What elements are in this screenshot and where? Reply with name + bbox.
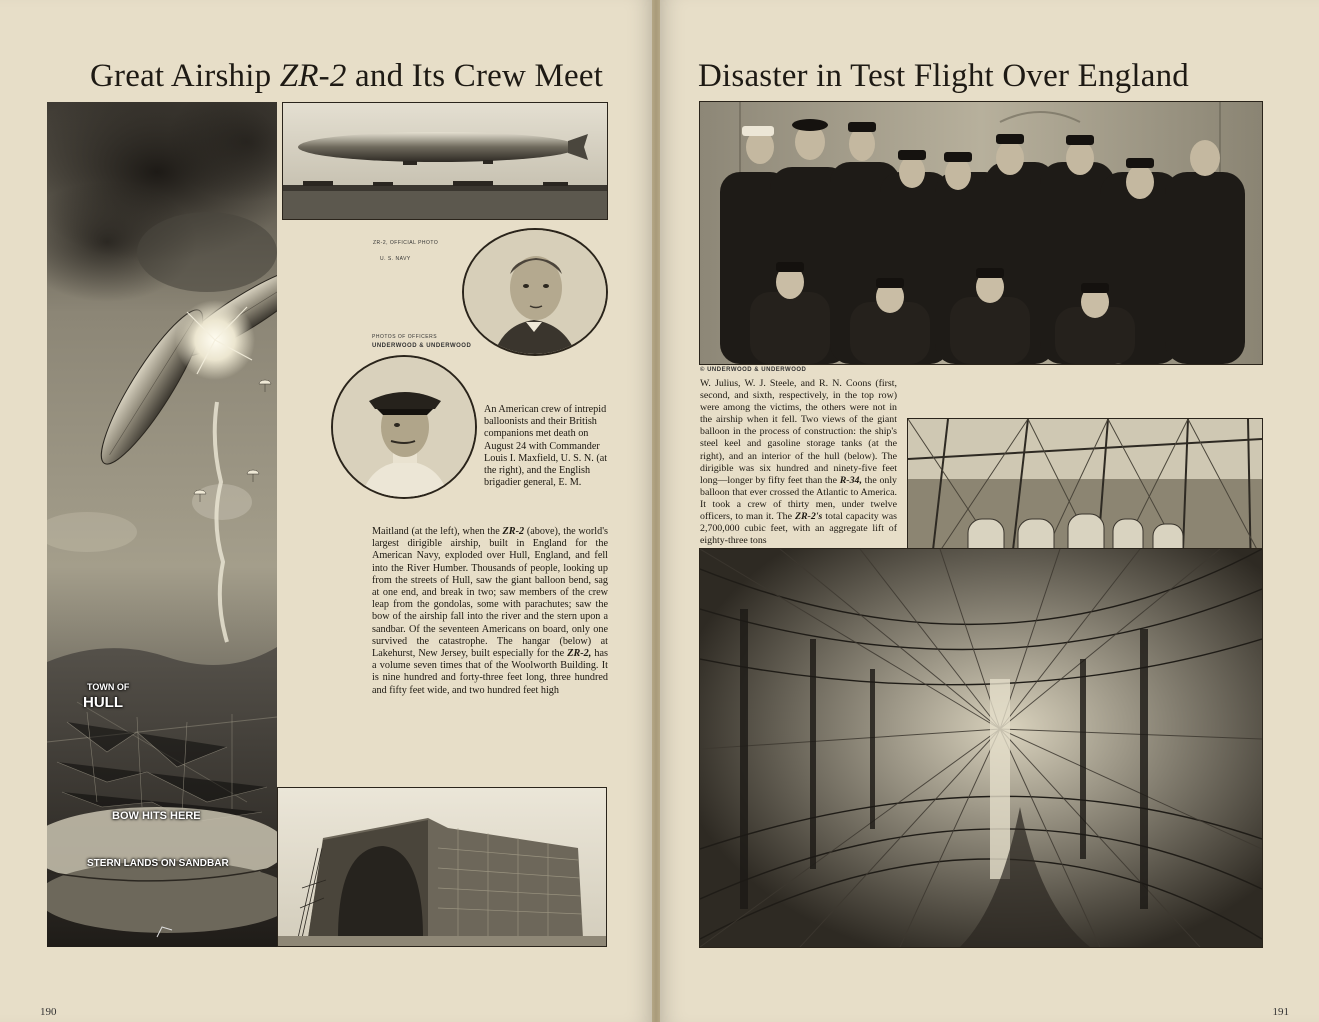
caption-em1: R-34,: [839, 474, 862, 486]
credit-officers-agency: UNDERWOOD & UNDERWOOD: [372, 343, 472, 349]
headline-left: [90, 58, 603, 95]
headline-left-prefix: Great Airship: [90, 58, 280, 94]
credit-official: ZR-2, OFFICIAL PHOTO: [373, 240, 439, 246]
page-number-right: 191: [1272, 1006, 1289, 1018]
hangar-photo: [277, 787, 607, 947]
article-intro: An American crew of intrepid balloonists and their British companions met death on August 24 with Commander Louis I. Maxfield, U. S. N. (at the right), and the English brigadier general, E. M.: [484, 404, 608, 489]
hangar-photo-art: [278, 788, 606, 946]
headline-left-emphasis: ZR-2: [279, 58, 347, 94]
hull-interior-photo: [699, 548, 1263, 948]
portrait-maxfield-art: [464, 230, 606, 354]
map-stern-label: STERN LANDS ON SANDBAR: [87, 858, 229, 869]
portrait-maitland: [331, 355, 477, 499]
crew-photo: [699, 101, 1263, 365]
article-p2: (above), the world's largest dirigible airship, built in England for the American Navy, exploded over Hull, England, and fell into the River Humber. Thousands of people, looking up from the streets of Hull, saw the giant balloon bend, sag at one end, and break in two; saw members of the crew leap from the gondolas, some with parachutes; saw the bow of the airship fall into the river and the stern upon a sandbar. Of the seventeen Americans on board, only one survived the catastrophe. The hangar (below) at Lakehurst, New Jersey, built especially for the: [372, 526, 609, 660]
left-page: [0, 0, 652, 1022]
portrait-maxfield: [462, 228, 608, 356]
article-em1: ZR-2: [502, 526, 525, 537]
right-page: [660, 0, 1319, 1022]
article-em2: ZR-2,: [567, 648, 592, 660]
airship-photo-art: [283, 103, 607, 219]
caption-top: W. Julius, W. J. Steele, and R. N. Coons (first, second, and sixth, respectively, in the top row) were among the victims, the others were not in the airship when it fell. Two views of the giant balloon in the process of construction: the ship's steel keel and gasoline storage tanks (at the right), and an interior of the hull (below). The dirigible was six hundred and ninety-five feet long—longer by fifty feet than the: [700, 378, 897, 486]
hull-interior-photo-art: [700, 549, 1262, 947]
credit-crew: © UNDERWOOD & UNDERWOOD: [700, 367, 807, 373]
crew-photo-art: [700, 102, 1262, 364]
headline-left-suffix: and Its Crew Meet: [346, 58, 604, 94]
caption-mid: the only balloon that ever crossed the Atlantic to America. It took a crew of thirty men, under twelve officers, to man it. The: [700, 474, 897, 523]
credit-official-2: U. S. NAVY: [380, 256, 411, 262]
credit-officers-label: PHOTOS OF OFFICERS: [372, 334, 438, 340]
portrait-maitland-art: [333, 357, 475, 497]
page-number-left: 190: [40, 1006, 57, 1018]
caption-em2: ZR-2's: [794, 511, 823, 523]
map-town-name: HULL: [83, 694, 123, 711]
headline-right: Disaster in Test Flight Over England: [698, 58, 1189, 94]
airship-photo: [282, 102, 608, 220]
explosion-illustration: [47, 102, 277, 947]
article-p3: has a volume seven times that of the Woolworth Building. It is nine hundred and forty-three feet long, three hundred and fifty feet wide, and two hundred feet high: [372, 648, 608, 696]
article-p1: Maitland (at the left), when the: [372, 526, 503, 537]
caption-end: total capacity was 2,700,000 cubic feet, with an aggregate lift of eighty-three tons: [700, 511, 897, 547]
map-town-label: TOWN OF: [87, 682, 130, 692]
map-bow-label: BOW HITS HERE: [112, 810, 201, 822]
article-body: [372, 526, 608, 697]
